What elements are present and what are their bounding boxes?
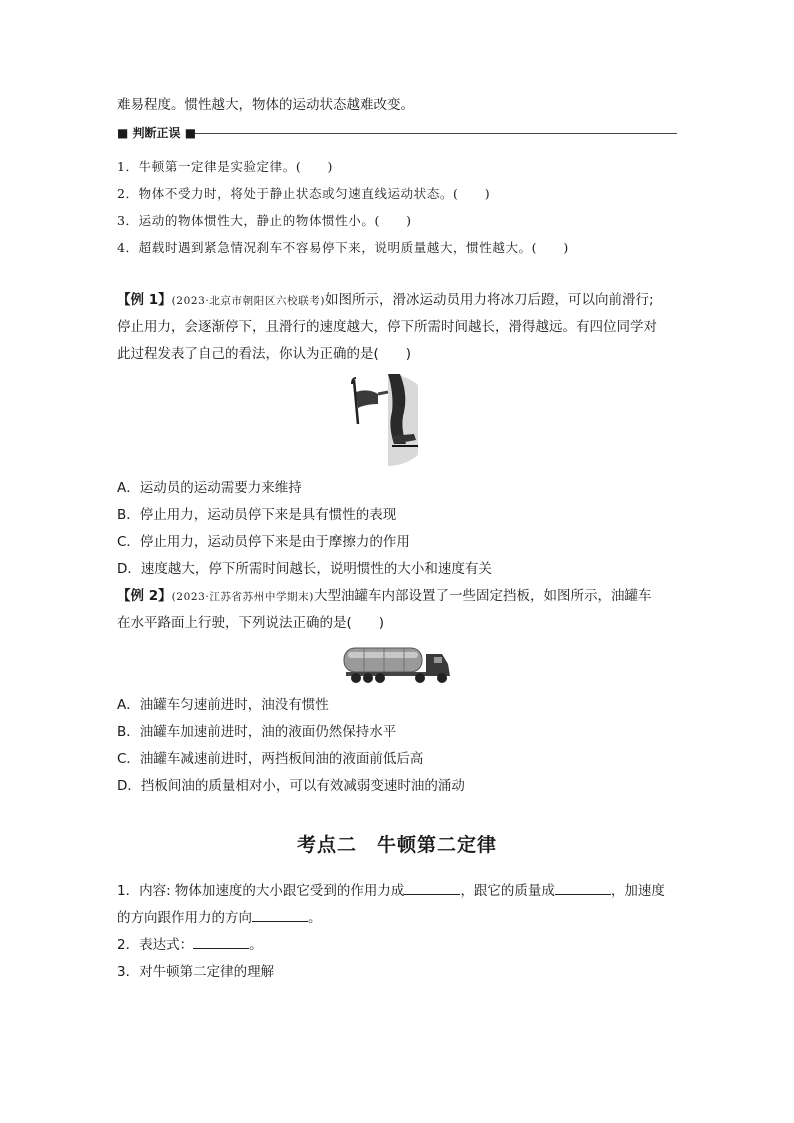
section2-heading-title: 牛顿第二定律 [377, 834, 498, 856]
example1-line2: 停止用力，会逐渐停下，且滑行的速度越大，停下所需时间越长，滑得越远。有四位同学对 [117, 319, 657, 335]
blank-1 [404, 882, 460, 895]
section2-item1-b: ，跟它的质量成 [460, 883, 555, 899]
section2-heading-number: 考点二 [296, 834, 357, 856]
section2-item1-c: ，加速度 [610, 883, 665, 899]
judge-section-title [117, 124, 677, 142]
section2-item1-line1 [117, 882, 665, 900]
section2-item1-a: 1．内容: 物体加速度的大小跟它受到的作用力成 [117, 883, 405, 899]
judge-item-2: 2．物体不受力时，将处于静止状态或匀速直线运动状态。( ) [117, 186, 491, 201]
judge-item-3: 3．运动的物体惯性大，静止的物体惯性小。( ) [117, 213, 412, 228]
example1-option-a: A．运动员的运动需要力来维持 [117, 480, 302, 496]
intro-tail-text: 难易程度。惯性越大，物体的运动状态越难改变。 [117, 97, 414, 113]
example1-option-c: C．停止用力，运动员停下来是由于摩擦力的作用 [117, 534, 410, 550]
example1-line3: 此过程发表了自己的看法，你认为正确的是( ) [117, 346, 412, 362]
example2-option-d: D．挡板间油的质量相对小，可以有效减弱变速时油的涌动 [117, 778, 465, 794]
example2-line1 [117, 587, 651, 606]
section2-heading [0, 830, 794, 857]
example1-option-d: D．速度越大，停下所需时间越长，说明惯性的大小和速度有关 [117, 561, 492, 577]
example2-option-b: B．油罐车加速前进时，油的液面仍然保持水平 [117, 724, 397, 740]
judge-title-rule [195, 133, 677, 134]
section2-item1-d: 的方向跟作用力的方向 [117, 910, 252, 926]
example2-option-c: C．油罐车减速前进时，两挡板间油的液面前低后高 [117, 751, 424, 767]
example1-source: (2023·北京市朝阳区六校联考) [171, 295, 326, 307]
example2-option-a: A．油罐车匀速前进时，油没有惯性 [117, 697, 329, 713]
blank-3 [252, 909, 308, 922]
example1-line1 [117, 291, 654, 310]
section2-item1-e: 。 [308, 910, 322, 926]
example2-tag: 【例 2】 [117, 588, 172, 604]
example2-stem-1: 大型油罐车内部设置了一些固定挡板，如图所示，油罐车 [313, 588, 652, 604]
example1-stem-1: 如图所示，滑冰运动员用力将冰刀后蹬，可以向前滑行; [325, 292, 654, 308]
example1-tag: 【例 1】 [117, 292, 172, 308]
blank-4 [193, 936, 249, 949]
section2-item2-b: 。 [249, 937, 263, 953]
tanker-truck-figure [342, 640, 454, 686]
judge-item-4: 4．超载时遇到紧急情况刹车不容易停下来，说明质量越大，惯性越大。( ) [117, 240, 569, 255]
section2-item2-a: 2．表达式： [117, 937, 194, 953]
judge-item-1: 1．牛顿第一定律是实验定律。( ) [117, 159, 334, 174]
blank-2 [555, 882, 611, 895]
section2-item1-line2 [117, 909, 322, 927]
example1-option-b: B．停止用力，运动员停下来是具有惯性的表现 [117, 507, 397, 523]
example2-line2: 在水平路面上行驶，下列说法正确的是( ) [117, 615, 385, 631]
section2-item2 [117, 936, 263, 954]
judge-title-label: ■ 判断正误 ■ [117, 126, 197, 140]
example2-source: (2023·江苏省苏州中学期末) [171, 591, 314, 603]
section2-item3: 3．对牛顿第二定律的理解 [117, 964, 275, 980]
skater-figure [348, 374, 418, 466]
